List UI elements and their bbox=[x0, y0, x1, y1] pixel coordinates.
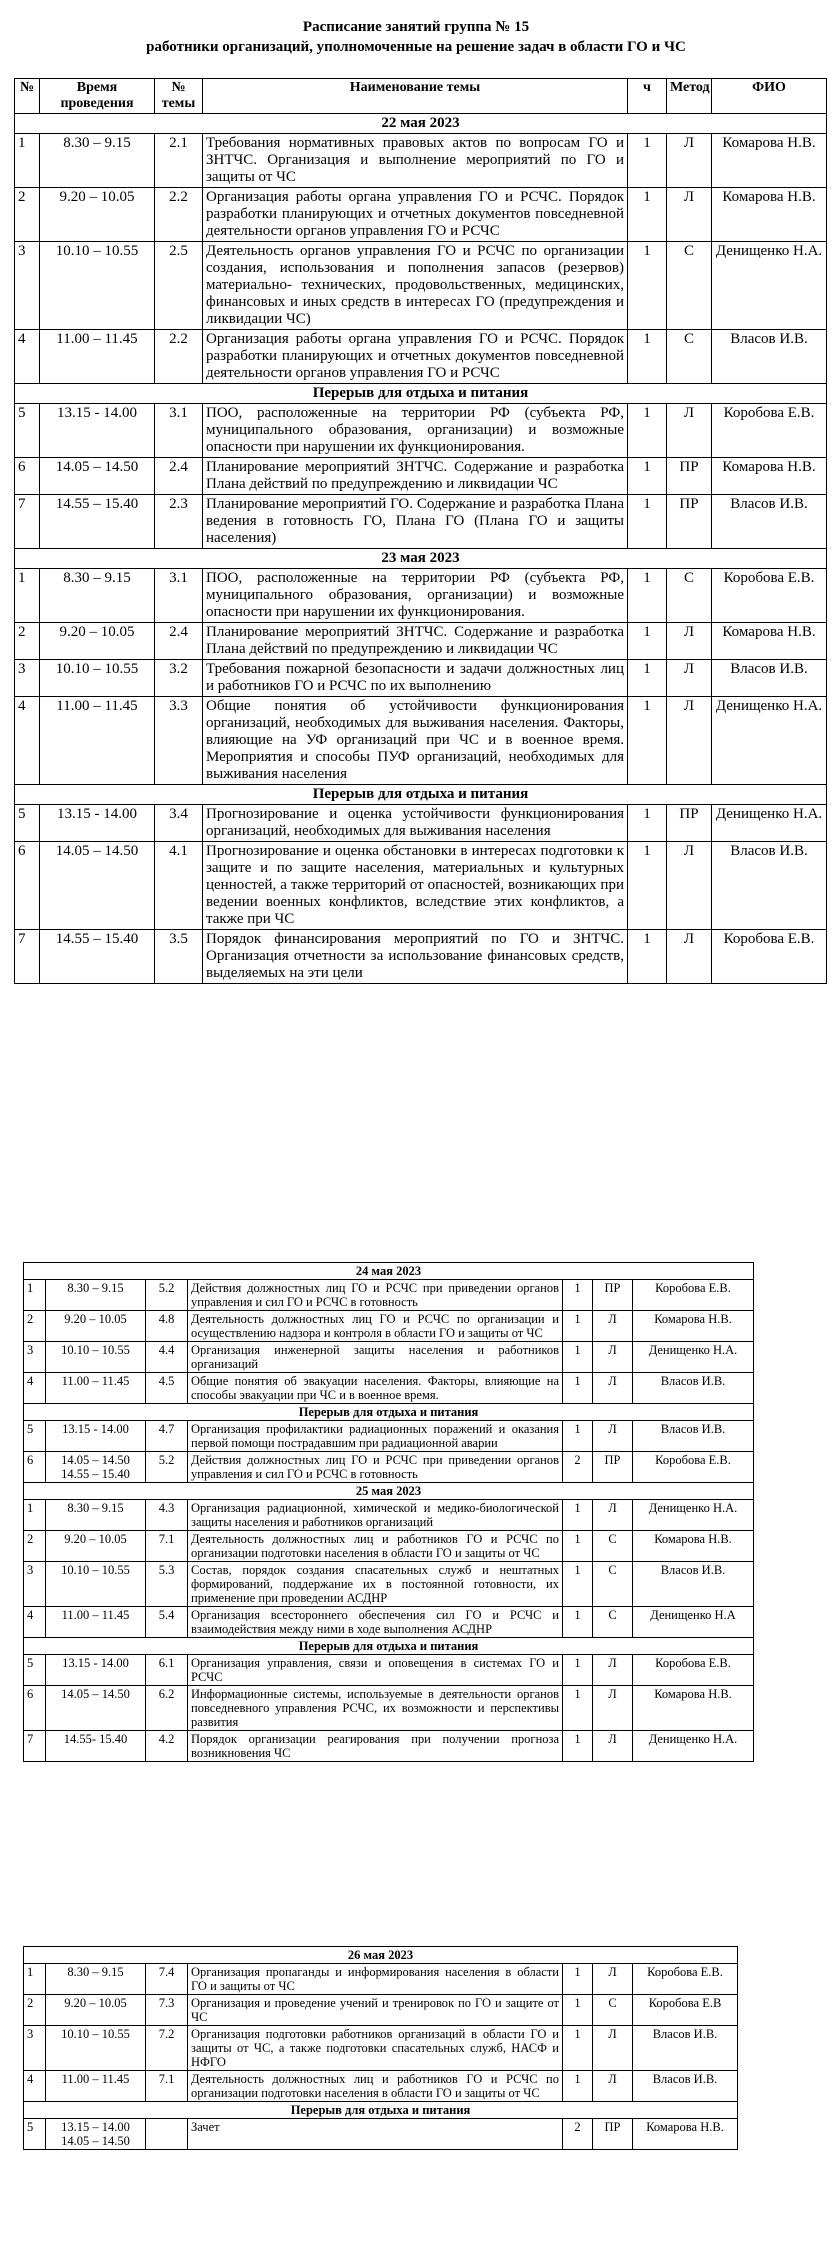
break-label: Перерыв для отдыха и питания bbox=[24, 1404, 754, 1421]
topic-name: Информационные системы, используемые в деятельности органов повседневного управления РСЧС, их возможности и перспективы развития bbox=[188, 1686, 563, 1731]
topic-number: 2.2 bbox=[155, 330, 203, 384]
header-method: Метод bbox=[667, 79, 712, 114]
break-label: Перерыв для отдыха и питания bbox=[24, 2102, 738, 2119]
lesson-number: 3 bbox=[24, 1562, 46, 1607]
lesson-time: 13.15 – 14.00 14.05 – 14.50 bbox=[46, 2119, 146, 2150]
table-row bbox=[24, 1452, 754, 1483]
table-row bbox=[24, 1531, 754, 1562]
topic-name: Организация работы органа управления ГО и РСЧС. Порядок разработки планирующих и отчетных документов повседневной деятельности органов управления ГО и РСЧС bbox=[203, 188, 628, 242]
topic-name: Деятельность должностных лиц и работников ГО и РСЧС по организации подготовки населения в области ГО и защиты от ЧС bbox=[188, 1531, 563, 1562]
lesson-number: 4 bbox=[24, 1373, 46, 1404]
lesson-time: 14.05 – 14.50 bbox=[40, 458, 155, 495]
topic-name: Общие понятия об эвакуации населения. Факторы, влияющие на способы эвакуации при ЧС и в военное время. bbox=[188, 1373, 563, 1404]
topic-name: ПОО, расположенные на территории РФ (субъекта РФ, муниципального образования, организации) и возможные опасности при нарушении их функционирования. bbox=[203, 569, 628, 623]
lesson-method: С bbox=[667, 569, 712, 623]
lesson-method: С bbox=[667, 330, 712, 384]
teacher-name: Денищенко Н.А. bbox=[712, 697, 827, 785]
lesson-time: 9.20 – 10.05 bbox=[40, 188, 155, 242]
lesson-method: Л bbox=[593, 2026, 633, 2071]
lesson-method: Л bbox=[667, 134, 712, 188]
lesson-time: 14.55 – 15.40 bbox=[40, 930, 155, 984]
topic-name: Требования нормативных правовых актов по вопросам ГО и ЗНТЧС. Организация и выполнение мероприятий по ГО и защиты от ЧС bbox=[203, 134, 628, 188]
header-fio: ФИО bbox=[712, 79, 827, 114]
teacher-name: Комарова Н.В. bbox=[633, 1311, 754, 1342]
topic-number: 4.5 bbox=[146, 1373, 188, 1404]
topic-number: 2.4 bbox=[155, 623, 203, 660]
lesson-time: 14.05 – 14.50 14.55 – 15.40 bbox=[46, 1452, 146, 1483]
lesson-time: 11.00 – 11.45 bbox=[40, 697, 155, 785]
table-row bbox=[15, 697, 827, 785]
table-row bbox=[24, 1995, 738, 2026]
lesson-number: 2 bbox=[24, 1531, 46, 1562]
lesson-hours: 1 bbox=[628, 242, 667, 330]
lesson-time: 8.30 – 9.15 bbox=[40, 134, 155, 188]
table-row bbox=[24, 1373, 754, 1404]
lesson-method: Л bbox=[593, 1964, 633, 1995]
lesson-hours: 1 bbox=[628, 458, 667, 495]
lesson-time: 13.15 - 14.00 bbox=[40, 404, 155, 458]
topic-number: 4.2 bbox=[146, 1731, 188, 1762]
header-topic: Наименование темы bbox=[203, 79, 628, 114]
day-date-row bbox=[24, 1483, 754, 1500]
lesson-method: Л bbox=[667, 623, 712, 660]
lesson-hours: 1 bbox=[628, 697, 667, 785]
lesson-method: ПР bbox=[667, 805, 712, 842]
teacher-name: Власов И.В. bbox=[712, 330, 827, 384]
lesson-hours: 1 bbox=[563, 1500, 593, 1531]
lesson-time: 13.15 - 14.00 bbox=[46, 1655, 146, 1686]
topic-name: Требования пожарной безопасности и задачи должностных лиц и работников ГО и РСЧС по их выполнению bbox=[203, 660, 628, 697]
schedule-table-page2 bbox=[23, 1262, 754, 1762]
break-label: Перерыв для отдыха и питания bbox=[15, 384, 827, 404]
topic-name: Планирование мероприятий ЗНТЧС. Содержание и разработка Плана действий по предупреждению и ликвидации ЧС bbox=[203, 623, 628, 660]
topic-name: Состав, порядок создания спасательных служб и нештатных формирований, поддержание их в постоянной готовности, их применение при проведении АСДНР bbox=[188, 1562, 563, 1607]
lesson-number: 4 bbox=[24, 1607, 46, 1638]
lesson-hours: 1 bbox=[563, 1995, 593, 2026]
table-row bbox=[24, 1562, 754, 1607]
topic-number: 4.8 bbox=[146, 1311, 188, 1342]
topic-number: 3.1 bbox=[155, 569, 203, 623]
topic-name: Деятельность должностных лиц и работников ГО и РСЧС по организации подготовки населения в области ГО и защиты от ЧС bbox=[188, 2071, 563, 2102]
lesson-time: 10.10 – 10.55 bbox=[46, 1562, 146, 1607]
topic-number: 4.1 bbox=[155, 842, 203, 930]
teacher-name: Комарова Н.В. bbox=[712, 458, 827, 495]
lesson-number: 4 bbox=[24, 2071, 46, 2102]
topic-number: 7.3 bbox=[146, 1995, 188, 2026]
topic-number: 5.2 bbox=[146, 1280, 188, 1311]
teacher-name: Комарова Н.В. bbox=[633, 1531, 754, 1562]
table-row bbox=[15, 660, 827, 697]
lesson-number: 1 bbox=[24, 1280, 46, 1311]
lesson-number: 1 bbox=[24, 1500, 46, 1531]
lesson-time: 8.30 – 9.15 bbox=[46, 1280, 146, 1311]
lesson-method: Л bbox=[667, 842, 712, 930]
lesson-method: Л bbox=[667, 930, 712, 984]
teacher-name: Денищенко Н.А. bbox=[633, 1731, 754, 1762]
teacher-name: Денищенко Н.А. bbox=[712, 242, 827, 330]
day-date: 22 мая 2023 bbox=[15, 114, 827, 134]
lesson-method: Л bbox=[593, 1311, 633, 1342]
break-row bbox=[24, 2102, 738, 2119]
lesson-hours: 1 bbox=[563, 1686, 593, 1731]
schedule-table-page3 bbox=[23, 1946, 738, 2150]
lesson-hours: 1 bbox=[563, 1311, 593, 1342]
teacher-name: Коробова Е.В bbox=[633, 1995, 738, 2026]
topic-number: 6.2 bbox=[146, 1686, 188, 1731]
topic-number: 2.1 bbox=[155, 134, 203, 188]
topic-name: Планирование мероприятий ЗНТЧС. Содержание и разработка Плана действий по предупреждению и ликвидации ЧС bbox=[203, 458, 628, 495]
teacher-name: Власов И.В. bbox=[633, 1373, 754, 1404]
lesson-method: ПР bbox=[593, 1452, 633, 1483]
teacher-name: Власов И.В. bbox=[712, 495, 827, 549]
lesson-time: 13.15 - 14.00 bbox=[46, 1421, 146, 1452]
table-row bbox=[24, 1421, 754, 1452]
topic-number: 3.2 bbox=[155, 660, 203, 697]
table-row bbox=[24, 1500, 754, 1531]
teacher-name: Комарова Н.В. bbox=[712, 623, 827, 660]
table-header-row bbox=[15, 79, 827, 114]
lesson-number: 1 bbox=[24, 1964, 46, 1995]
schedule-title-line2: работники организаций, уполномоченные на решение задач в области ГО и ЧС bbox=[146, 39, 686, 55]
topic-name: Прогнозирование и оценка обстановки в интересах подготовки к защите и по защите населения, материальных и культурных ценностей, а также территорий от опасностей, возникающих при ведении военных конфликтов, вследствие этих конфликтов, а также при ЧС bbox=[203, 842, 628, 930]
lesson-number: 2 bbox=[15, 623, 40, 660]
lesson-number: 5 bbox=[24, 1421, 46, 1452]
topic-number: 6.1 bbox=[146, 1655, 188, 1686]
lesson-number: 6 bbox=[15, 458, 40, 495]
header-hours: ч bbox=[628, 79, 667, 114]
lesson-hours: 1 bbox=[628, 330, 667, 384]
table-row bbox=[15, 404, 827, 458]
lesson-time: 14.05 – 14.50 bbox=[46, 1686, 146, 1731]
day-date: 26 мая 2023 bbox=[24, 1947, 738, 1964]
day-date-row bbox=[24, 1947, 738, 1964]
topic-name: Порядок финансирования мероприятий по ГО и ЗНТЧС. Организация отчетности за использование финансовых средств, выделяемых на эти цели bbox=[203, 930, 628, 984]
lesson-time: 8.30 – 9.15 bbox=[46, 1964, 146, 1995]
table-row bbox=[15, 134, 827, 188]
header-num: № bbox=[15, 79, 40, 114]
teacher-name: Денищенко Н.А. bbox=[633, 1500, 754, 1531]
lesson-time: 14.55- 15.40 bbox=[46, 1731, 146, 1762]
lesson-number: 5 bbox=[15, 404, 40, 458]
lesson-number: 4 bbox=[15, 697, 40, 785]
lesson-hours: 1 bbox=[628, 623, 667, 660]
table-row bbox=[15, 188, 827, 242]
topic-name: Организация управления, связи и оповещения в системах ГО и РСЧС bbox=[188, 1655, 563, 1686]
day-date: 23 мая 2023 bbox=[15, 549, 827, 569]
lesson-hours: 1 bbox=[628, 660, 667, 697]
lesson-hours: 1 bbox=[563, 2026, 593, 2071]
lesson-hours: 1 bbox=[563, 2071, 593, 2102]
teacher-name: Власов И.В. bbox=[633, 2026, 738, 2071]
lesson-method: С bbox=[593, 1607, 633, 1638]
lesson-time: 9.20 – 10.05 bbox=[46, 1995, 146, 2026]
teacher-name: Коробова Е.В. bbox=[633, 1280, 754, 1311]
table-row bbox=[15, 805, 827, 842]
lesson-method: ПР bbox=[593, 1280, 633, 1311]
topic-name: Организация работы органа управления ГО и РСЧС. Порядок разработки планирующих и отчетных документов повседневной деятельности органов управления ГО и РСЧС bbox=[203, 330, 628, 384]
lesson-time: 13.15 - 14.00 bbox=[40, 805, 155, 842]
lesson-hours: 2 bbox=[563, 1452, 593, 1483]
lesson-number: 2 bbox=[15, 188, 40, 242]
day-date: 25 мая 2023 bbox=[24, 1483, 754, 1500]
topic-number: 3.3 bbox=[155, 697, 203, 785]
lesson-number: 7 bbox=[24, 1731, 46, 1762]
teacher-name: Власов И.В. bbox=[633, 1562, 754, 1607]
lesson-hours: 1 bbox=[628, 805, 667, 842]
lesson-hours: 1 bbox=[563, 1731, 593, 1762]
table-row bbox=[24, 1686, 754, 1731]
lesson-number: 5 bbox=[15, 805, 40, 842]
lesson-hours: 1 bbox=[563, 1964, 593, 1995]
lesson-time: 11.00 – 11.45 bbox=[46, 1373, 146, 1404]
topic-name: Деятельность органов управления ГО и РСЧС по организации создания, использования и пополнения запасов (резервов) материально- технических, продовольственных, медицинских, финансовых и иных средств в интересах ГО (предупреждения и ликвидации ЧС) bbox=[203, 242, 628, 330]
topic-number: 7.2 bbox=[146, 2026, 188, 2071]
lesson-time: 10.10 – 10.55 bbox=[46, 2026, 146, 2071]
lesson-time: 8.30 – 9.15 bbox=[46, 1500, 146, 1531]
topic-name: Организация пропаганды и информирования населения в области ГО и защиты от ЧС bbox=[188, 1964, 563, 1995]
teacher-name: Коробова Е.В. bbox=[712, 404, 827, 458]
lesson-method: Л bbox=[593, 1342, 633, 1373]
topic-number: 7.4 bbox=[146, 1964, 188, 1995]
topic-number: 2.4 bbox=[155, 458, 203, 495]
topic-name: Организация и проведение учений и тренировок по ГО и защите от ЧС bbox=[188, 1995, 563, 2026]
lesson-method: С bbox=[593, 1531, 633, 1562]
topic-number: 2.2 bbox=[155, 188, 203, 242]
table-row bbox=[24, 1655, 754, 1686]
topic-number: 2.5 bbox=[155, 242, 203, 330]
teacher-name: Коробова Е.В. bbox=[712, 569, 827, 623]
teacher-name: Коробова Е.В. bbox=[633, 1655, 754, 1686]
topic-number: 5.4 bbox=[146, 1607, 188, 1638]
teacher-name: Власов И.В. bbox=[712, 842, 827, 930]
lesson-method: Л bbox=[667, 404, 712, 458]
lesson-hours: 2 bbox=[563, 2119, 593, 2150]
topic-name: Деятельность должностных лиц ГО и РСЧС по организации и осуществлению надзора и контроля в области ГО и защиты от ЧС bbox=[188, 1311, 563, 1342]
lesson-method: Л bbox=[593, 1500, 633, 1531]
schedule-table-page1 bbox=[14, 78, 827, 984]
lesson-number: 7 bbox=[15, 495, 40, 549]
lesson-time: 9.20 – 10.05 bbox=[40, 623, 155, 660]
topic-name: Зачет bbox=[188, 2119, 563, 2150]
break-row bbox=[15, 785, 827, 805]
table-row bbox=[24, 1731, 754, 1762]
lesson-method: ПР bbox=[667, 458, 712, 495]
topic-number: 3.4 bbox=[155, 805, 203, 842]
lesson-hours: 1 bbox=[628, 930, 667, 984]
topic-name: Организация подготовки работников организаций в области ГО и защиты от ЧС, а также подготовки спасательных служб, НАСФ и НФГО bbox=[188, 2026, 563, 2071]
topic-number: 3.1 bbox=[155, 404, 203, 458]
teacher-name: Денищенко Н.А. bbox=[712, 805, 827, 842]
topic-name: Действия должностных лиц ГО и РСЧС при приведении органов управления и сил ГО и РСЧС в готовность bbox=[188, 1280, 563, 1311]
topic-name: Порядок организации реагирования при получении прогноза возникновения ЧС bbox=[188, 1731, 563, 1762]
lesson-hours: 1 bbox=[628, 134, 667, 188]
table-row bbox=[24, 2026, 738, 2071]
schedule-title-line1: Расписание занятий группа № 15 bbox=[302, 19, 530, 35]
table-row bbox=[15, 458, 827, 495]
topic-number: 4.3 bbox=[146, 1500, 188, 1531]
lesson-time: 11.00 – 11.45 bbox=[46, 1607, 146, 1638]
teacher-name: Комарова Н.В. bbox=[633, 2119, 738, 2150]
break-label: Перерыв для отдыха и питания bbox=[15, 785, 827, 805]
lesson-hours: 1 bbox=[563, 1655, 593, 1686]
topic-name: Организация профилактики радиационных поражений и оказания первой помощи пострадавшим при радиационной аварии bbox=[188, 1421, 563, 1452]
lesson-number: 6 bbox=[24, 1686, 46, 1731]
lesson-hours: 1 bbox=[628, 495, 667, 549]
table-row bbox=[24, 1342, 754, 1373]
lesson-hours: 1 bbox=[563, 1373, 593, 1404]
lesson-time: 10.10 – 10.55 bbox=[40, 242, 155, 330]
topic-name: Организация радиационной, химической и медико-биологической защиты населения и работников организаций bbox=[188, 1500, 563, 1531]
day-date: 24 мая 2023 bbox=[24, 1263, 754, 1280]
lesson-time: 14.55 – 15.40 bbox=[40, 495, 155, 549]
topic-name: Действия должностных лиц ГО и РСЧС при приведении органов управления и сил ГО и РСЧС в готовность bbox=[188, 1452, 563, 1483]
topic-number: 5.2 bbox=[146, 1452, 188, 1483]
topic-name: Планирование мероприятий ГО. Содержание и разработка Плана ведения в готовность ГО, Плана ГО (Плана ГО и защиты населения) bbox=[203, 495, 628, 549]
table-row bbox=[15, 842, 827, 930]
lesson-method: Л bbox=[667, 660, 712, 697]
lesson-number: 1 bbox=[15, 569, 40, 623]
lesson-method: Л bbox=[593, 2071, 633, 2102]
lesson-number: 2 bbox=[24, 1311, 46, 1342]
break-row bbox=[24, 1404, 754, 1421]
lesson-time: 10.10 – 10.55 bbox=[40, 660, 155, 697]
topic-number: 4.4 bbox=[146, 1342, 188, 1373]
lesson-time: 11.00 – 11.45 bbox=[46, 2071, 146, 2102]
table-row bbox=[15, 495, 827, 549]
lesson-hours: 1 bbox=[628, 842, 667, 930]
lesson-method: Л bbox=[593, 1421, 633, 1452]
teacher-name: Комарова Н.В. bbox=[633, 1686, 754, 1731]
topic-number: 4.7 bbox=[146, 1421, 188, 1452]
lesson-method: ПР bbox=[593, 2119, 633, 2150]
lesson-time: 10.10 – 10.55 bbox=[46, 1342, 146, 1373]
lesson-hours: 1 bbox=[563, 1342, 593, 1373]
lesson-number: 7 bbox=[15, 930, 40, 984]
table-row bbox=[24, 2119, 738, 2150]
lesson-hours: 1 bbox=[563, 1280, 593, 1311]
table-row bbox=[24, 1607, 754, 1638]
teacher-name: Коробова Е.В. bbox=[633, 1964, 738, 1995]
table-row bbox=[15, 623, 827, 660]
topic-name: Организация всестороннего обеспечения сил ГО и РСЧС и взаимодействия между ними в ходе выполнения АСДНР bbox=[188, 1607, 563, 1638]
lesson-number: 6 bbox=[24, 1452, 46, 1483]
lesson-method: Л bbox=[593, 1655, 633, 1686]
table-row bbox=[15, 242, 827, 330]
header-time: Время проведения bbox=[40, 79, 155, 114]
topic-number: 7.1 bbox=[146, 2071, 188, 2102]
lesson-method: Л bbox=[667, 697, 712, 785]
header-topic-num: № темы bbox=[155, 79, 203, 114]
break-row bbox=[15, 384, 827, 404]
lesson-number: 4 bbox=[15, 330, 40, 384]
lesson-hours: 1 bbox=[563, 1421, 593, 1452]
lesson-time: 14.05 – 14.50 bbox=[40, 842, 155, 930]
topic-name: ПОО, расположенные на территории РФ (субъекта РФ, муниципального образования, организации) и возможные опасности при нарушении их функционирования. bbox=[203, 404, 628, 458]
teacher-name: Власов И.В. bbox=[633, 1421, 754, 1452]
day-date-row bbox=[15, 549, 827, 569]
teacher-name: Денищенко Н.А bbox=[633, 1607, 754, 1638]
lesson-number: 3 bbox=[15, 242, 40, 330]
topic-number: 2.3 bbox=[155, 495, 203, 549]
lesson-method: С bbox=[667, 242, 712, 330]
lesson-hours: 1 bbox=[628, 188, 667, 242]
lesson-method: ПР bbox=[667, 495, 712, 549]
lesson-number: 2 bbox=[24, 1995, 46, 2026]
table-row bbox=[15, 330, 827, 384]
lesson-number: 3 bbox=[24, 1342, 46, 1373]
day-date-row bbox=[24, 1263, 754, 1280]
topic-number bbox=[146, 2119, 188, 2150]
lesson-method: Л bbox=[593, 1686, 633, 1731]
lesson-time: 8.30 – 9.15 bbox=[40, 569, 155, 623]
teacher-name: Коробова Е.В. bbox=[633, 1452, 754, 1483]
table-row bbox=[15, 930, 827, 984]
lesson-number: 5 bbox=[24, 1655, 46, 1686]
topic-number: 5.3 bbox=[146, 1562, 188, 1607]
lesson-hours: 1 bbox=[563, 1531, 593, 1562]
table-row bbox=[24, 1280, 754, 1311]
lesson-number: 1 bbox=[15, 134, 40, 188]
topic-number: 7.1 bbox=[146, 1531, 188, 1562]
topic-name: Прогнозирование и оценка устойчивости функционирования организаций, необходимых для выживания населения bbox=[203, 805, 628, 842]
teacher-name: Власов И.В. bbox=[633, 2071, 738, 2102]
table-row bbox=[15, 569, 827, 623]
lesson-method: С bbox=[593, 1995, 633, 2026]
topic-name: Организация инженерной защиты населения и работников организаций bbox=[188, 1342, 563, 1373]
topic-number: 3.5 bbox=[155, 930, 203, 984]
lesson-time: 9.20 – 10.05 bbox=[46, 1531, 146, 1562]
lesson-method: Л bbox=[667, 188, 712, 242]
lesson-number: 5 bbox=[24, 2119, 46, 2150]
teacher-name: Комарова Н.В. bbox=[712, 134, 827, 188]
lesson-method: Л bbox=[593, 1373, 633, 1404]
lesson-time: 9.20 – 10.05 bbox=[46, 1311, 146, 1342]
table-row bbox=[24, 1964, 738, 1995]
topic-name: Общие понятия об устойчивости функционирования организаций, необходимых для выживания населения. Факторы, влияющие на УФ организаций при ЧС и в военное время. Мероприятия и способы ПУФ организаций, необходимых для выживания населения bbox=[203, 697, 628, 785]
teacher-name: Денищенко Н.А. bbox=[633, 1342, 754, 1373]
break-row bbox=[24, 1638, 754, 1655]
lesson-method: Л bbox=[593, 1731, 633, 1762]
lesson-hours: 1 bbox=[563, 1562, 593, 1607]
lesson-hours: 1 bbox=[563, 1607, 593, 1638]
teacher-name: Коробова Е.В. bbox=[712, 930, 827, 984]
break-label: Перерыв для отдыха и питания bbox=[24, 1638, 754, 1655]
table-row bbox=[24, 1311, 754, 1342]
lesson-number: 3 bbox=[15, 660, 40, 697]
lesson-hours: 1 bbox=[628, 569, 667, 623]
lesson-number: 6 bbox=[15, 842, 40, 930]
lesson-hours: 1 bbox=[628, 404, 667, 458]
teacher-name: Комарова Н.В. bbox=[712, 188, 827, 242]
day-date-row bbox=[15, 114, 827, 134]
lesson-method: С bbox=[593, 1562, 633, 1607]
lesson-time: 11.00 – 11.45 bbox=[40, 330, 155, 384]
table-row bbox=[24, 2071, 738, 2102]
lesson-number: 3 bbox=[24, 2026, 46, 2071]
teacher-name: Власов И.В. bbox=[712, 660, 827, 697]
